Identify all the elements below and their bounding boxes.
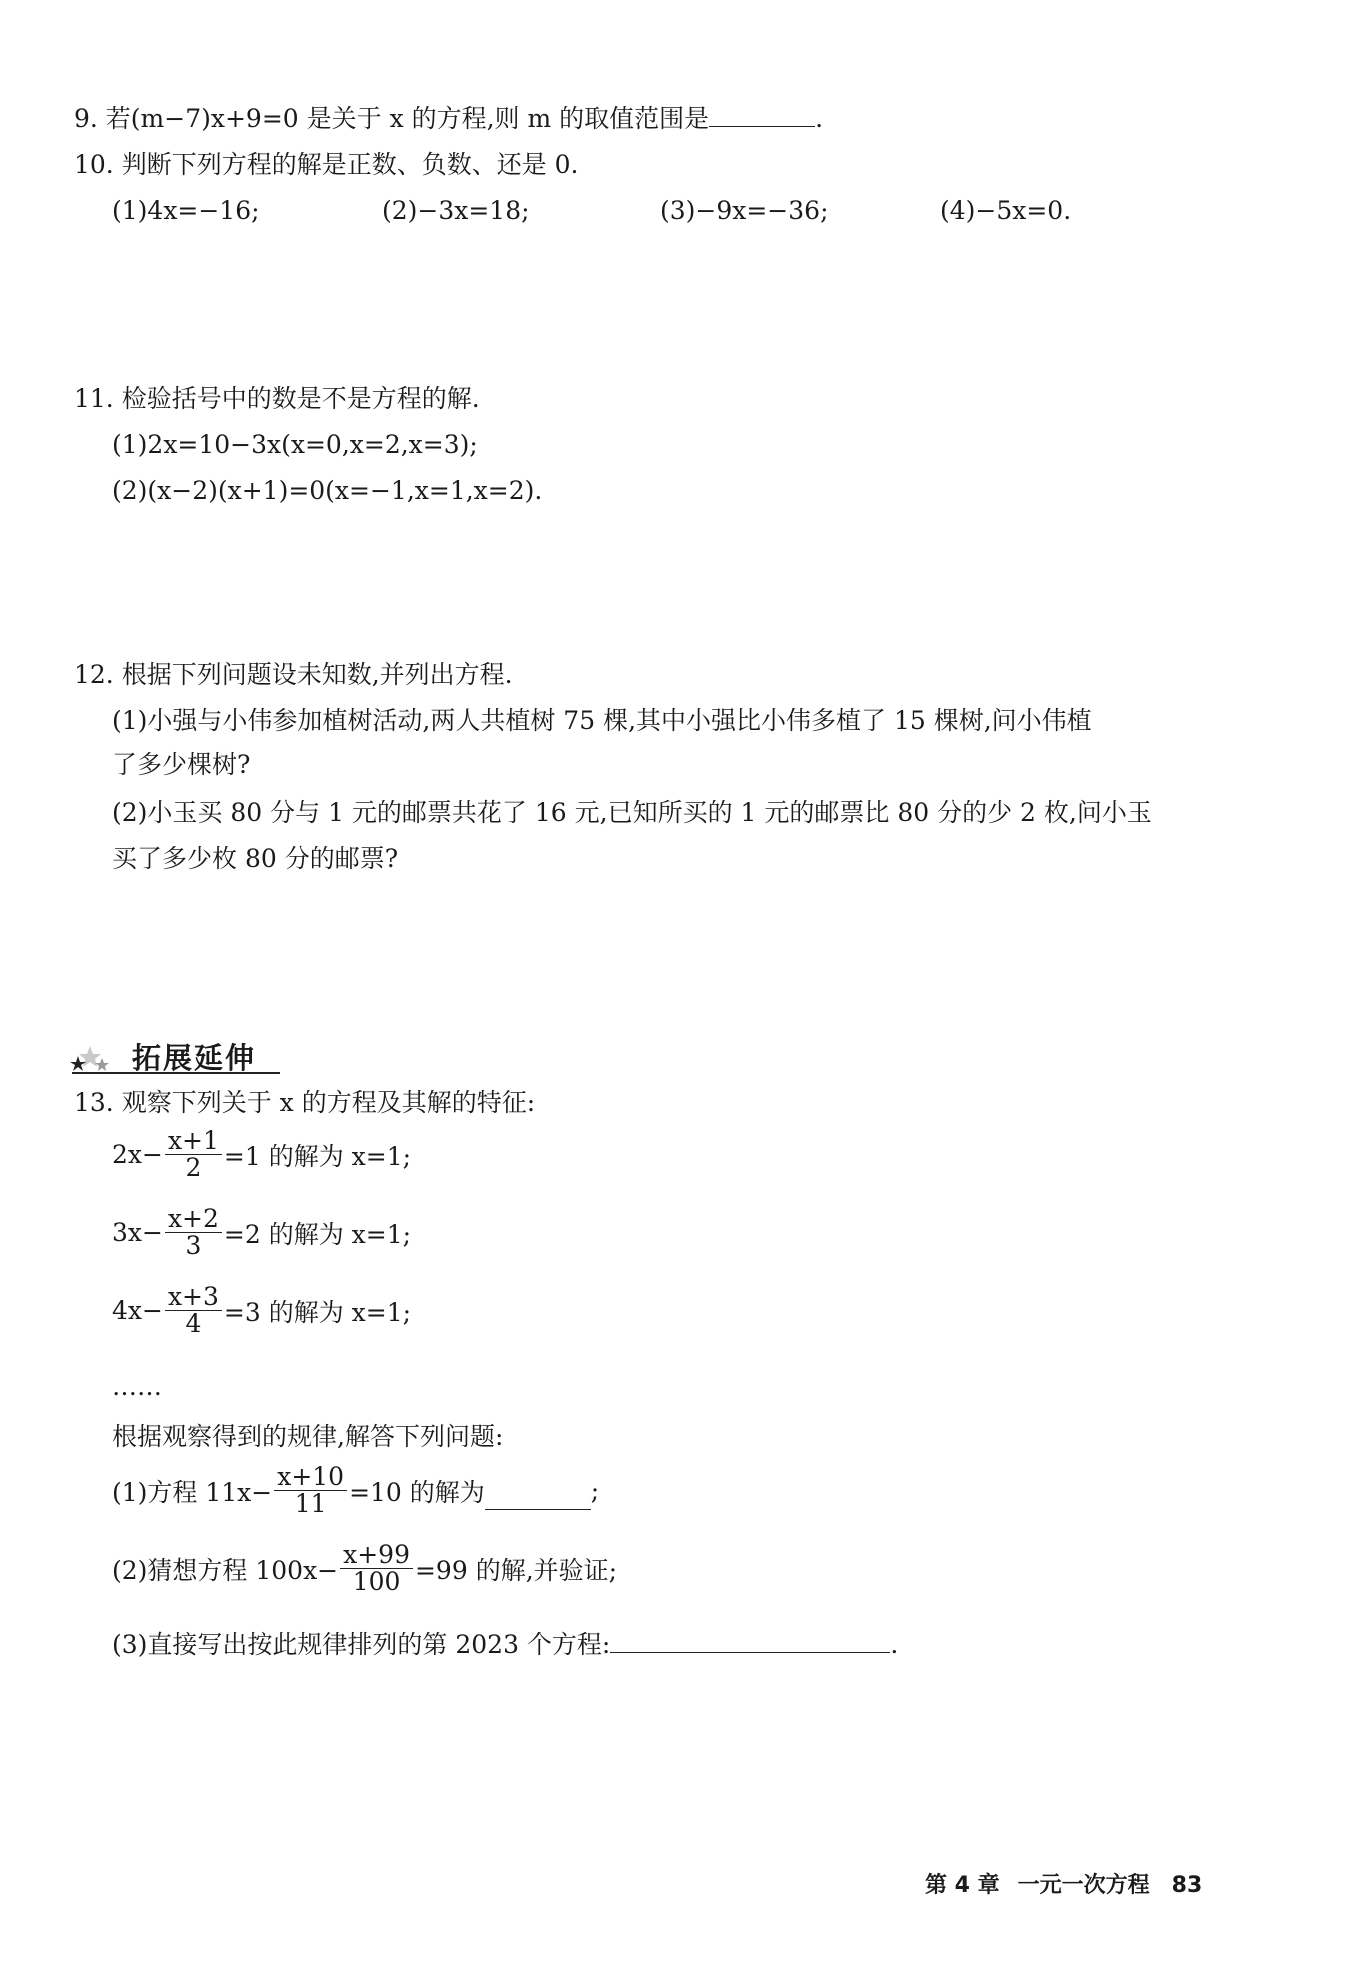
star-icon [70, 1056, 86, 1071]
question-10-item: (4)−5x=0. [940, 196, 1072, 225]
question-13-part1: (1)方程 11x− $\frac{x+10}{11}$ =10 的解为 ; [112, 1462, 600, 1518]
fraction: $\frac{x+10}{11}$ [274, 1464, 347, 1517]
question-9-text: 9. 若(m−7)x+9=0 是关于 x 的方程,则 m 的取值范围是 [74, 104, 710, 133]
answer-blank[interactable] [709, 102, 815, 127]
question-13-intro: 根据观察得到的规律,解答下列问题: [112, 1422, 504, 1451]
question-9: 9. 若(m−7)x+9=0 是关于 x 的方程,则 m 的取值范围是 . [74, 104, 824, 133]
question-12-part2-line1: (2)小玉买 80 分与 1 元的邮票共花了 16 元,已知所买的 1 元的邮票比 80 分的少 2 枚,问小玉 [112, 798, 1152, 827]
question-11-stem: 11. 检验括号中的数是不是方程的解. [74, 384, 480, 413]
page-footer [925, 1868, 1202, 1899]
question-13-part3: (3)直接写出按此规律排列的第 2023 个方程: . [112, 1630, 899, 1659]
question-11-item: (1)2x=10−3x(x=0,x=2,x=3); [112, 430, 478, 459]
question-13-part2: (2)猜想方程 100x− $\frac{x+99}{100}$ =99 的解,并验证; [112, 1540, 618, 1596]
section-title: 拓展延伸 [132, 1041, 257, 1075]
question-11-item: (2)(x−2)(x+1)=0(x=−1,x=1,x=2). [112, 476, 543, 505]
equation-example: 4x− $\frac{x+3}{4}$ =3 的解为 x=1; [112, 1282, 412, 1338]
equation-example: 3x− $\frac{x+2}{3}$ =2 的解为 x=1; [112, 1204, 412, 1260]
star-icon [95, 1058, 109, 1071]
question-13-stem: 13. 观察下列关于 x 的方程及其解的特征: [74, 1088, 536, 1117]
chapter-title: 一元一次方程 [1017, 1873, 1150, 1898]
question-10-item: (1)4x=−16; [112, 196, 260, 225]
question-12-part2-line2: 买了多少枚 80 分的邮票? [112, 844, 399, 873]
question-10-item: (2)−3x=18; [382, 196, 530, 225]
question-12-part1-line1: (1)小强与小伟参加植树活动,两人共植树 75 棵,其中小强比小伟多植了 15 棵树,问小伟植 [112, 706, 1092, 735]
fraction: $\frac{x+2}{3}$ [165, 1206, 222, 1259]
question-12-stem: 12. 根据下列问题设未知数,并列出方程. [74, 660, 513, 689]
fraction: $\frac{x+3}{4}$ [165, 1284, 222, 1337]
fraction: $\frac{x+99}{100}$ [340, 1542, 413, 1595]
question-12-part1-line2: 了多少棵树? [112, 750, 251, 779]
answer-blank[interactable] [485, 1485, 591, 1510]
answer-blank[interactable] [610, 1628, 890, 1653]
question-10-stem: 10. 判断下列方程的解是正数、负数、还是 0. [74, 150, 579, 179]
page-number: 83 [1171, 1873, 1203, 1898]
ellipsis: …… [112, 1372, 162, 1401]
question-10-item: (3)−9x=−36; [660, 196, 829, 225]
fraction: $\frac{x+1}{2}$ [165, 1128, 222, 1181]
equation-example: 2x− $\frac{x+1}{2}$ =1 的解为 x=1; [112, 1126, 412, 1182]
chapter-label: 第 4 章 [925, 1873, 1000, 1898]
